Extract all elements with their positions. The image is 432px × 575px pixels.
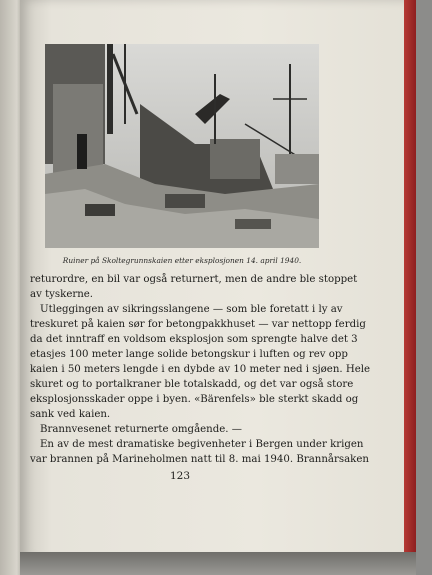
text-line: Brannvesenet returnerte omgående. —: [40, 424, 242, 435]
book-cover-edge: [404, 0, 416, 552]
page-number: 123: [169, 470, 191, 482]
harbor-ruins-photo: [45, 44, 319, 248]
text-line: sank ved kaien.: [30, 409, 111, 420]
text-line: eksplosjonsskader oppe i byen. «Bärenfels» ble sterkt skadd og: [30, 394, 359, 405]
text-line: En av de mest dramatiske begivenheter i Bergen under krigen: [40, 439, 364, 450]
text-line: etasjes 100 meter lange solide betongskur i luften og rev opp: [30, 349, 348, 360]
text-line: kaien i 50 meters lengde i en dybde av 10 meter ned i sjøen. Hele: [30, 364, 371, 375]
text-line: av tyskerne.: [30, 289, 94, 300]
text-line: var brannen på Marineholmen natt til 8. mai 1940. Brannårsaken: [30, 454, 369, 465]
text-line: da det inntraff en voldsom eksplosjon som sprengte halve det 3: [30, 334, 358, 345]
table-surface: [20, 552, 416, 575]
text-line: treskuret på kaien sør for betongpakkhuset — var nettopp ferdig: [30, 319, 366, 330]
text-line: returordre, en bil var også returnert, men de andre ble stoppet: [30, 274, 358, 285]
text-line: skuret og to portalkraner ble totalskadd, og det var også store: [30, 379, 354, 390]
body-text: [30, 272, 371, 467]
photo-caption: Ruiner på Skoltegrunnskaien etter eksplosjonen 14. april 1940.: [62, 256, 302, 265]
text-line: Utleggingen av sikringsslangene — som ble foretatt i ly av: [40, 304, 343, 315]
